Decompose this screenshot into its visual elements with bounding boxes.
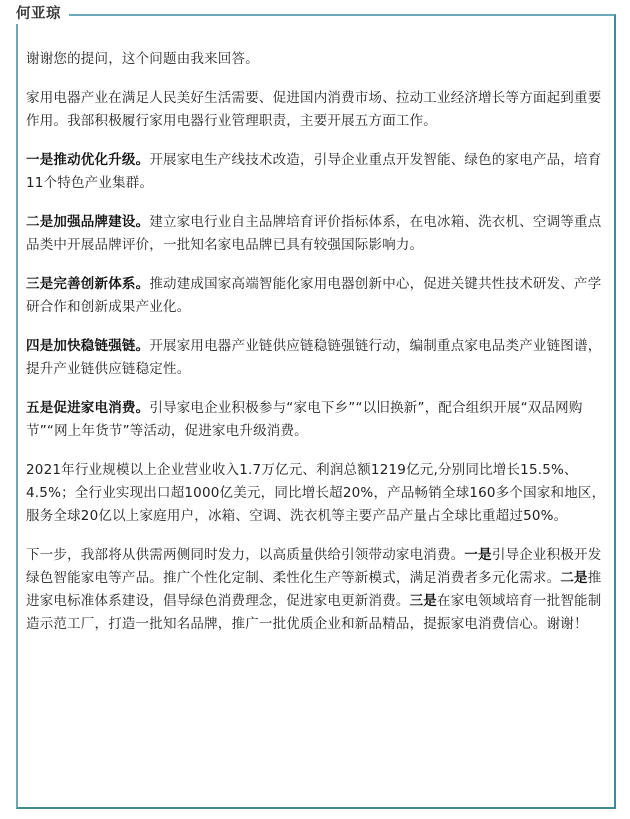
point-heading: 五是促进家电消费。 [26,400,150,416]
paragraph-point-4 [26,335,612,381]
para-text: 在家电领域培育一批智能制造示范工厂，打造一批知名品牌，推广一批优质企业和新品精品，提振家电消费信心。谢谢！ [26,593,602,632]
point-heading: 二是 [560,570,588,586]
point-heading: 一是推动优化升级。 [26,152,150,168]
paragraph-point-5 [26,397,612,443]
paragraph-point-3 [26,273,612,319]
answer-body [26,48,612,652]
para-text: 开展家电生产线技术改造，引导企业重点开发智能、绿色的家电产品，培育11个特色产业集群。 [26,152,602,191]
para-text: 推动建成国家高端智能化家用电器创新中心，促进关键共性技术研发、产学研合作和创新成果产业化。 [26,276,602,315]
paragraph-point-2 [26,211,612,257]
paragraph-overview [26,87,612,133]
point-heading: 一是 [464,547,492,563]
point-heading: 三是 [409,593,438,609]
paragraph-next-steps [26,544,612,636]
point-heading: 二是加强品牌建设。 [26,214,150,230]
para-text: 推进家电标准体系建设，倡导绿色消费理念，促进家电更新消费。 [26,570,602,609]
paragraph-point-1 [26,149,612,195]
para-text: 引导企业积极开发绿色智能家电等产品。推广个性化定制、柔性化生产等新模式，满足消费者多元化需求。 [26,547,602,586]
para-text: 引导家电企业积极参与“家电下乡”“以旧换新”，配合组织开展“双品网购节”“网上年货节”等活动，促进家电升级消费。 [26,400,583,439]
para-text: 谢谢您的提问，这个问题由我来回答。 [26,51,259,67]
point-heading: 三是完善创新体系。 [26,276,150,292]
para-text: 建立家电行业自主品牌培育评价指标体系，在电冰箱、洗衣机、空调等重点品类中开展品牌评价，一批知名家电品牌已具有较强国际影响力。 [26,214,602,253]
paragraph-intro [26,48,612,71]
para-text: 开展家用电器产业链供应链稳链强链行动，编制重点家电品类产业链图谱，提升产业链供应链稳定性。 [26,338,602,377]
speaker-name: 何亚琼 [10,4,69,24]
para-text: 2021年行业规模以上企业营业收入1.7万亿元、利润总额1219亿元,分别同比增长15.5%、4.5%；全行业实现出口超1000亿美元，同比增长超20%，产品畅销全球160多个国家和地区，服务全球20亿以上家庭用户，冰箱、空调、洗衣机等主要产品产量占全球比重超过50%。 [26,462,606,524]
paragraph-statistics [26,459,612,528]
para-text: 下一步，我部将从供需两侧同时发力，以高质量供给引领带动家电消费。 [26,547,465,563]
point-heading: 四是加快稳链强链。 [26,338,150,354]
para-text: 家用电器产业在满足人民美好生活需要、促进国内消费市场、拉动工业经济增长等方面起到重要作用。我部积极履行家用电器行业管理职责，主要开展五方面工作。 [26,90,602,129]
